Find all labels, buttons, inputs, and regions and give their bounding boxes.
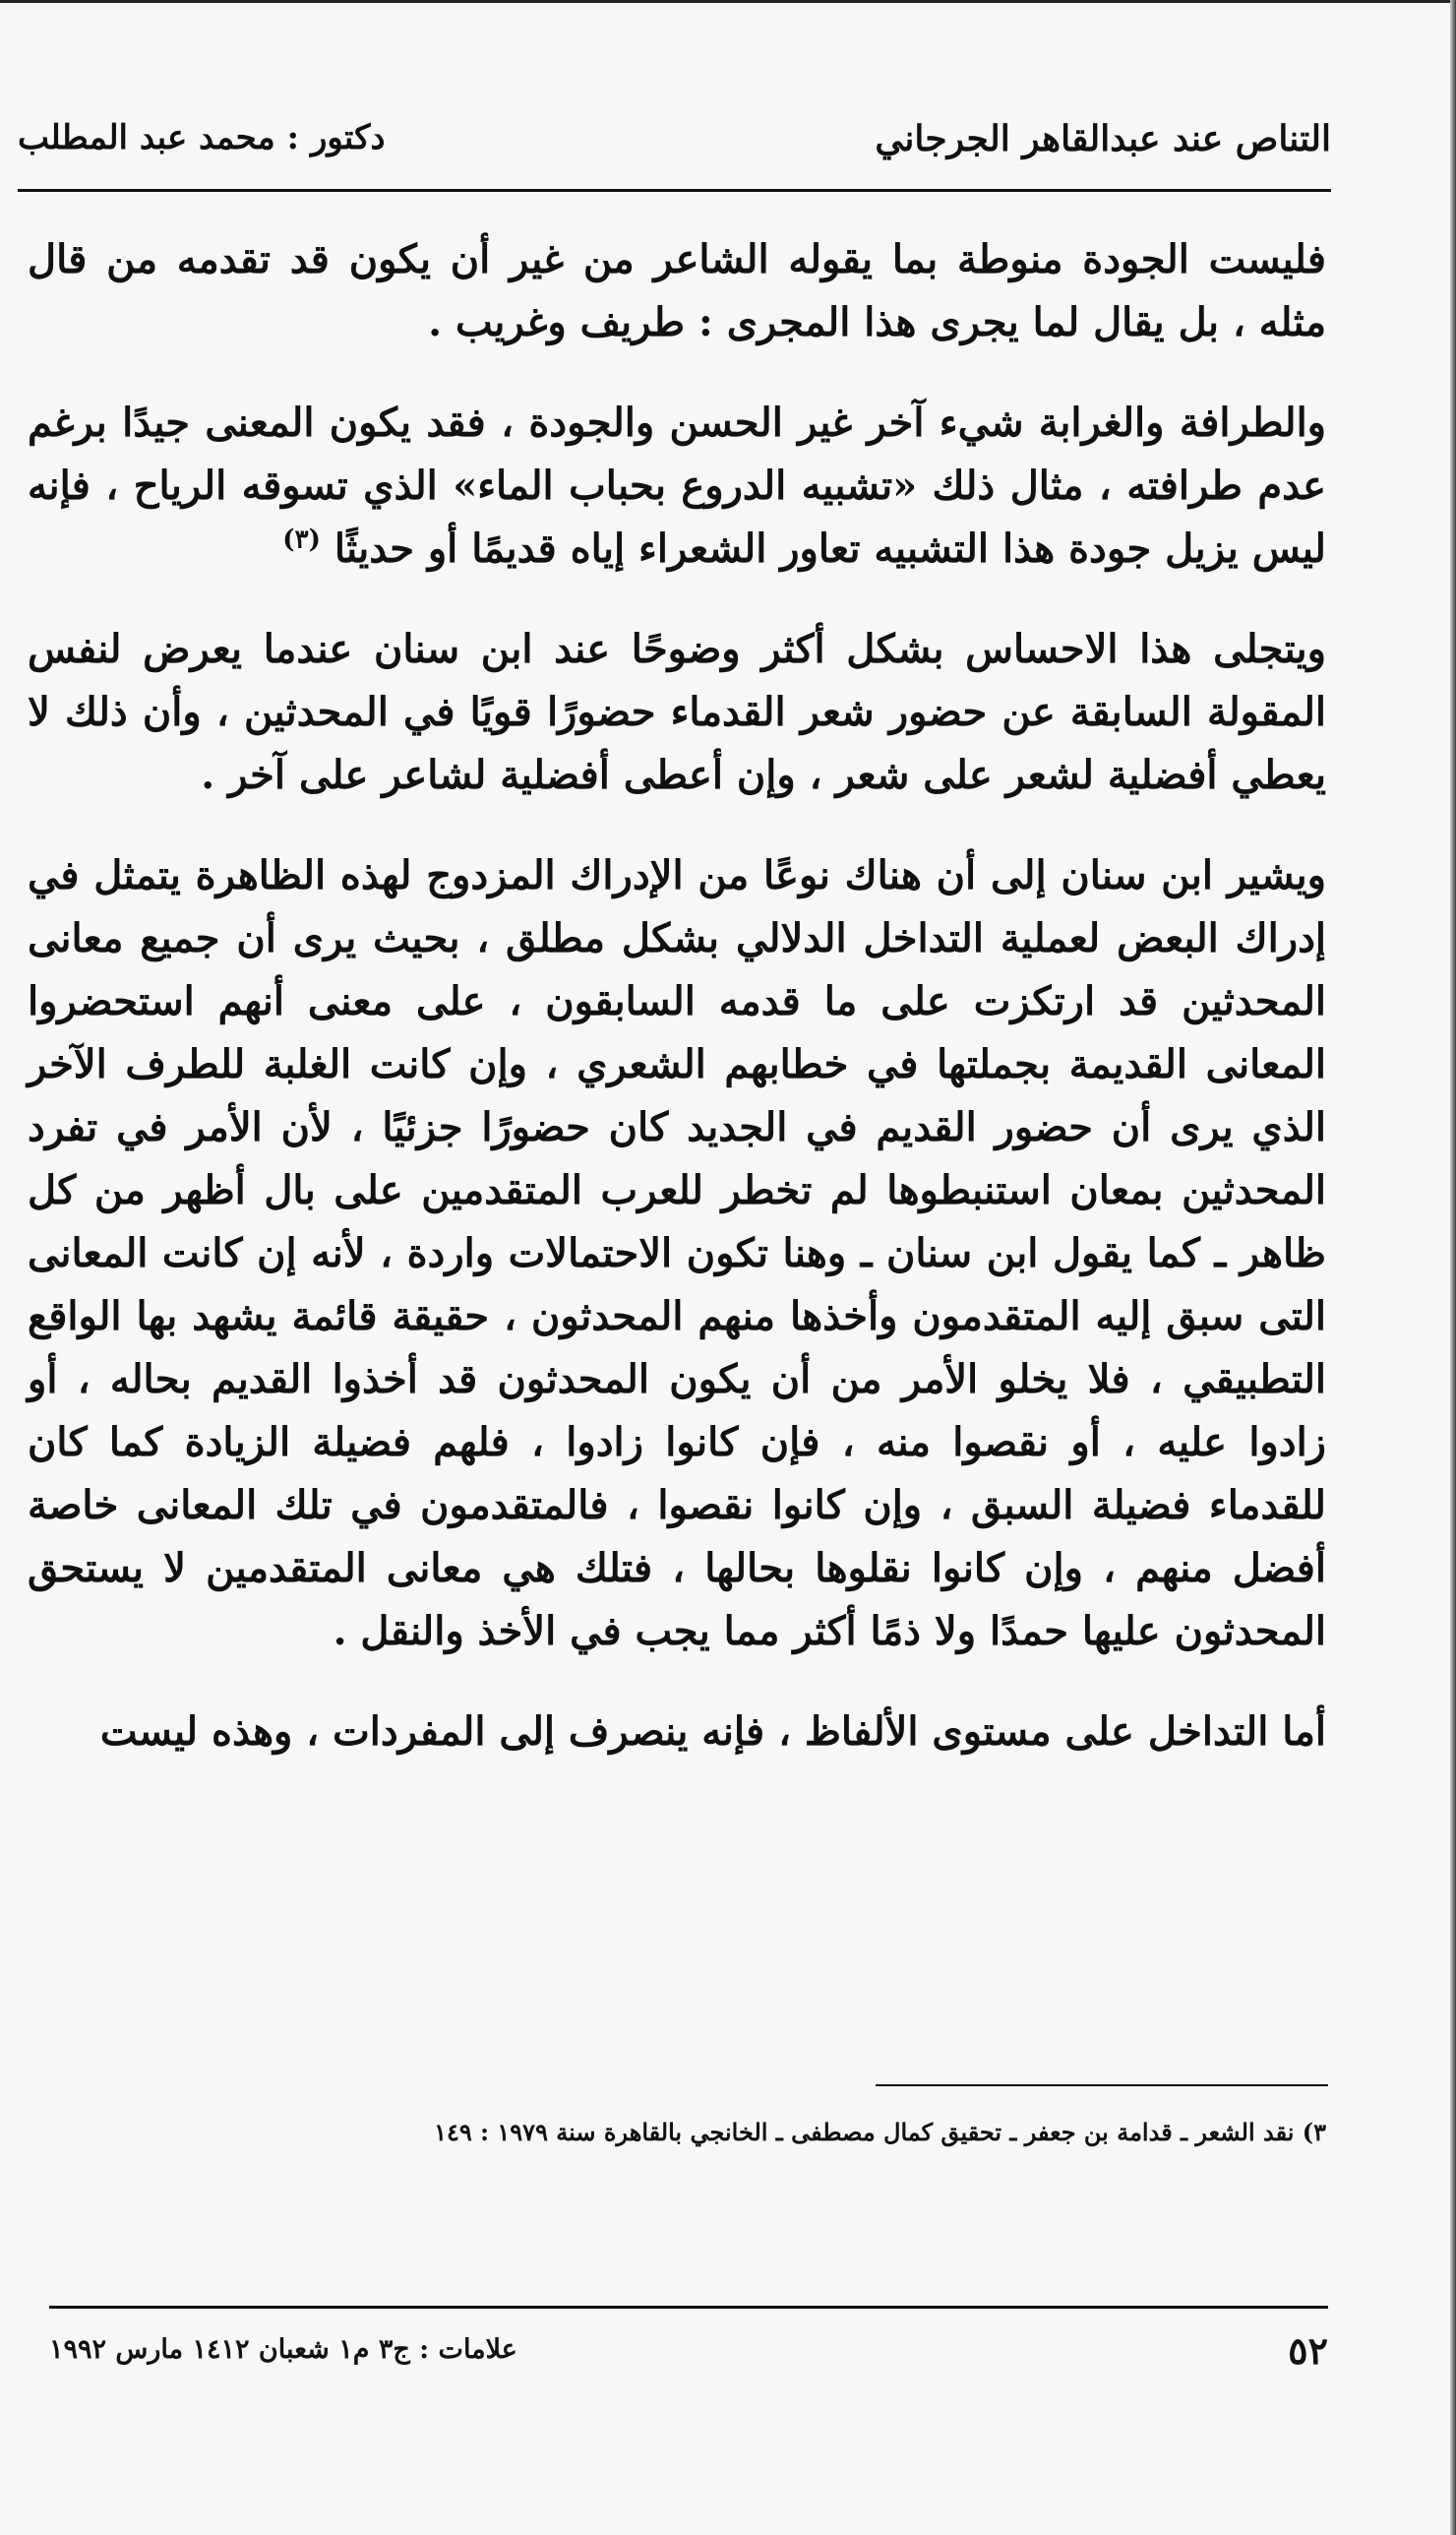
- page-footer: [49, 2328, 1328, 2378]
- paragraph-2: [28, 392, 1326, 581]
- footnote-rule: [876, 2084, 1328, 2086]
- page-spine-shadow: [1450, 0, 1456, 2535]
- header-author: دكتور : محمد عبد المطلب: [18, 118, 386, 157]
- footnote-reference: (٣): [282, 525, 321, 555]
- running-header: [18, 108, 1331, 167]
- page-number: ٥٢: [1288, 2328, 1328, 2373]
- issue-info: علامات : ج٣ م١ شعبان ١٤١٢ مارس ١٩٩٢: [49, 2334, 517, 2365]
- paragraph-1: فليست الجودة منوطة بما يقوله الشاعر من غير أن يكون قد تقدمه من قال مثله ، بل يقال لما يجرى هذا المجرى : طريف وغريب .: [28, 236, 1326, 345]
- footer-rule: [49, 2306, 1328, 2309]
- paragraph-4: ويشير ابن سنان إلى أن هناك نوعًا من الإدراك المزدوج لهذه الظاهرة يتمثل في إدراك البعض لعملية التداخل الدلالي بشكل مطلق ، بحيث يرى أن جميع معانى المحدثين قد ارتكزت على ما قدمه السابقون ، على معنى أنهم استحضروا المعانى القديمة بجملتها في خطابهم الشعري ، وإن كانت الغلبة للطرف الآخر الذي يرى أن حضور القديم في الجديد كان حضورًا جزئيًا ، لأن الأمر في تفرد المحدثين بمعان استنبطوها لم تخطر للعرب المتقدمين على بال أظهر من كل ظاهر ـ كما يقول ابن سنان ـ وهنا تكون الاحتمالات واردة ، لأنه إن كانت المعانى التى سبق إليه المتقدمون وأخذها منهم المحدثون ، حقيقة قائمة يشهد بها الواقع التطبيقي ، فلا يخلو الأمر من أن يكون المحدثون قد أخذوا القديم بحاله ، أو زادوا عليه ، أو نقصوا منه ، فإن كانوا زادوا ، فلهم فضيلة الزيادة كما كان للقدماء فضيلة السبق ، وإن كانوا نقصوا ، فالمتقدمون في تلك المعانى خاصة أفضل منهم ، وإن كانوا نقلوها بحالها ، فتلك هي معانى المتقدمين لا يستحق المحدثون عليها حمدًا ولا ذمًا أكثر مما يجب في الأخذ والنقل .: [28, 852, 1326, 1654]
- header-rule: [18, 189, 1331, 192]
- top-border: [0, 0, 1456, 3]
- header-title: التناص عند عبدالقاهر الجرجاني: [875, 118, 1331, 159]
- paragraph-5: أما التداخل على مستوى الألفاظ ، فإنه ينصرف إلى المفردات ، وهذه ليست: [99, 1708, 1326, 1755]
- body-text: [28, 228, 1326, 1801]
- footnote: ٣) نقد الشعر ـ قدامة بن جعفر ـ تحقيق كمال مصطفى ـ الخانجي بالقاهرة سنة ١٩٧٩ : ١٤٩: [434, 2118, 1326, 2146]
- paragraph-3: ويتجلى هذا الاحساس بشكل أكثر وضوحًا عند ابن سنان عندما يعرض لنفس المقولة السابقة عن حضور شعر القدماء حضورًا قويًا في المحدثين ، وأن ذلك لا يعطي أفضلية لشعر على شعر ، وإن أعطى أفضلية لشاعر على آخر .: [28, 626, 1326, 798]
- paragraph-2-text: والطرافة والغرابة شيء آخر غير الحسن والجودة ، فقد يكون المعنى جيدًا برغم عدم طرافته ، مثال ذلك «تشبيه الدروع بحباب الماء» الذي تسوقه الرياح ، فإنه ليس يزيل جودة هذا التشبيه تعاور الشعراء إياه قديمًا أو حديثًا: [28, 400, 1326, 572]
